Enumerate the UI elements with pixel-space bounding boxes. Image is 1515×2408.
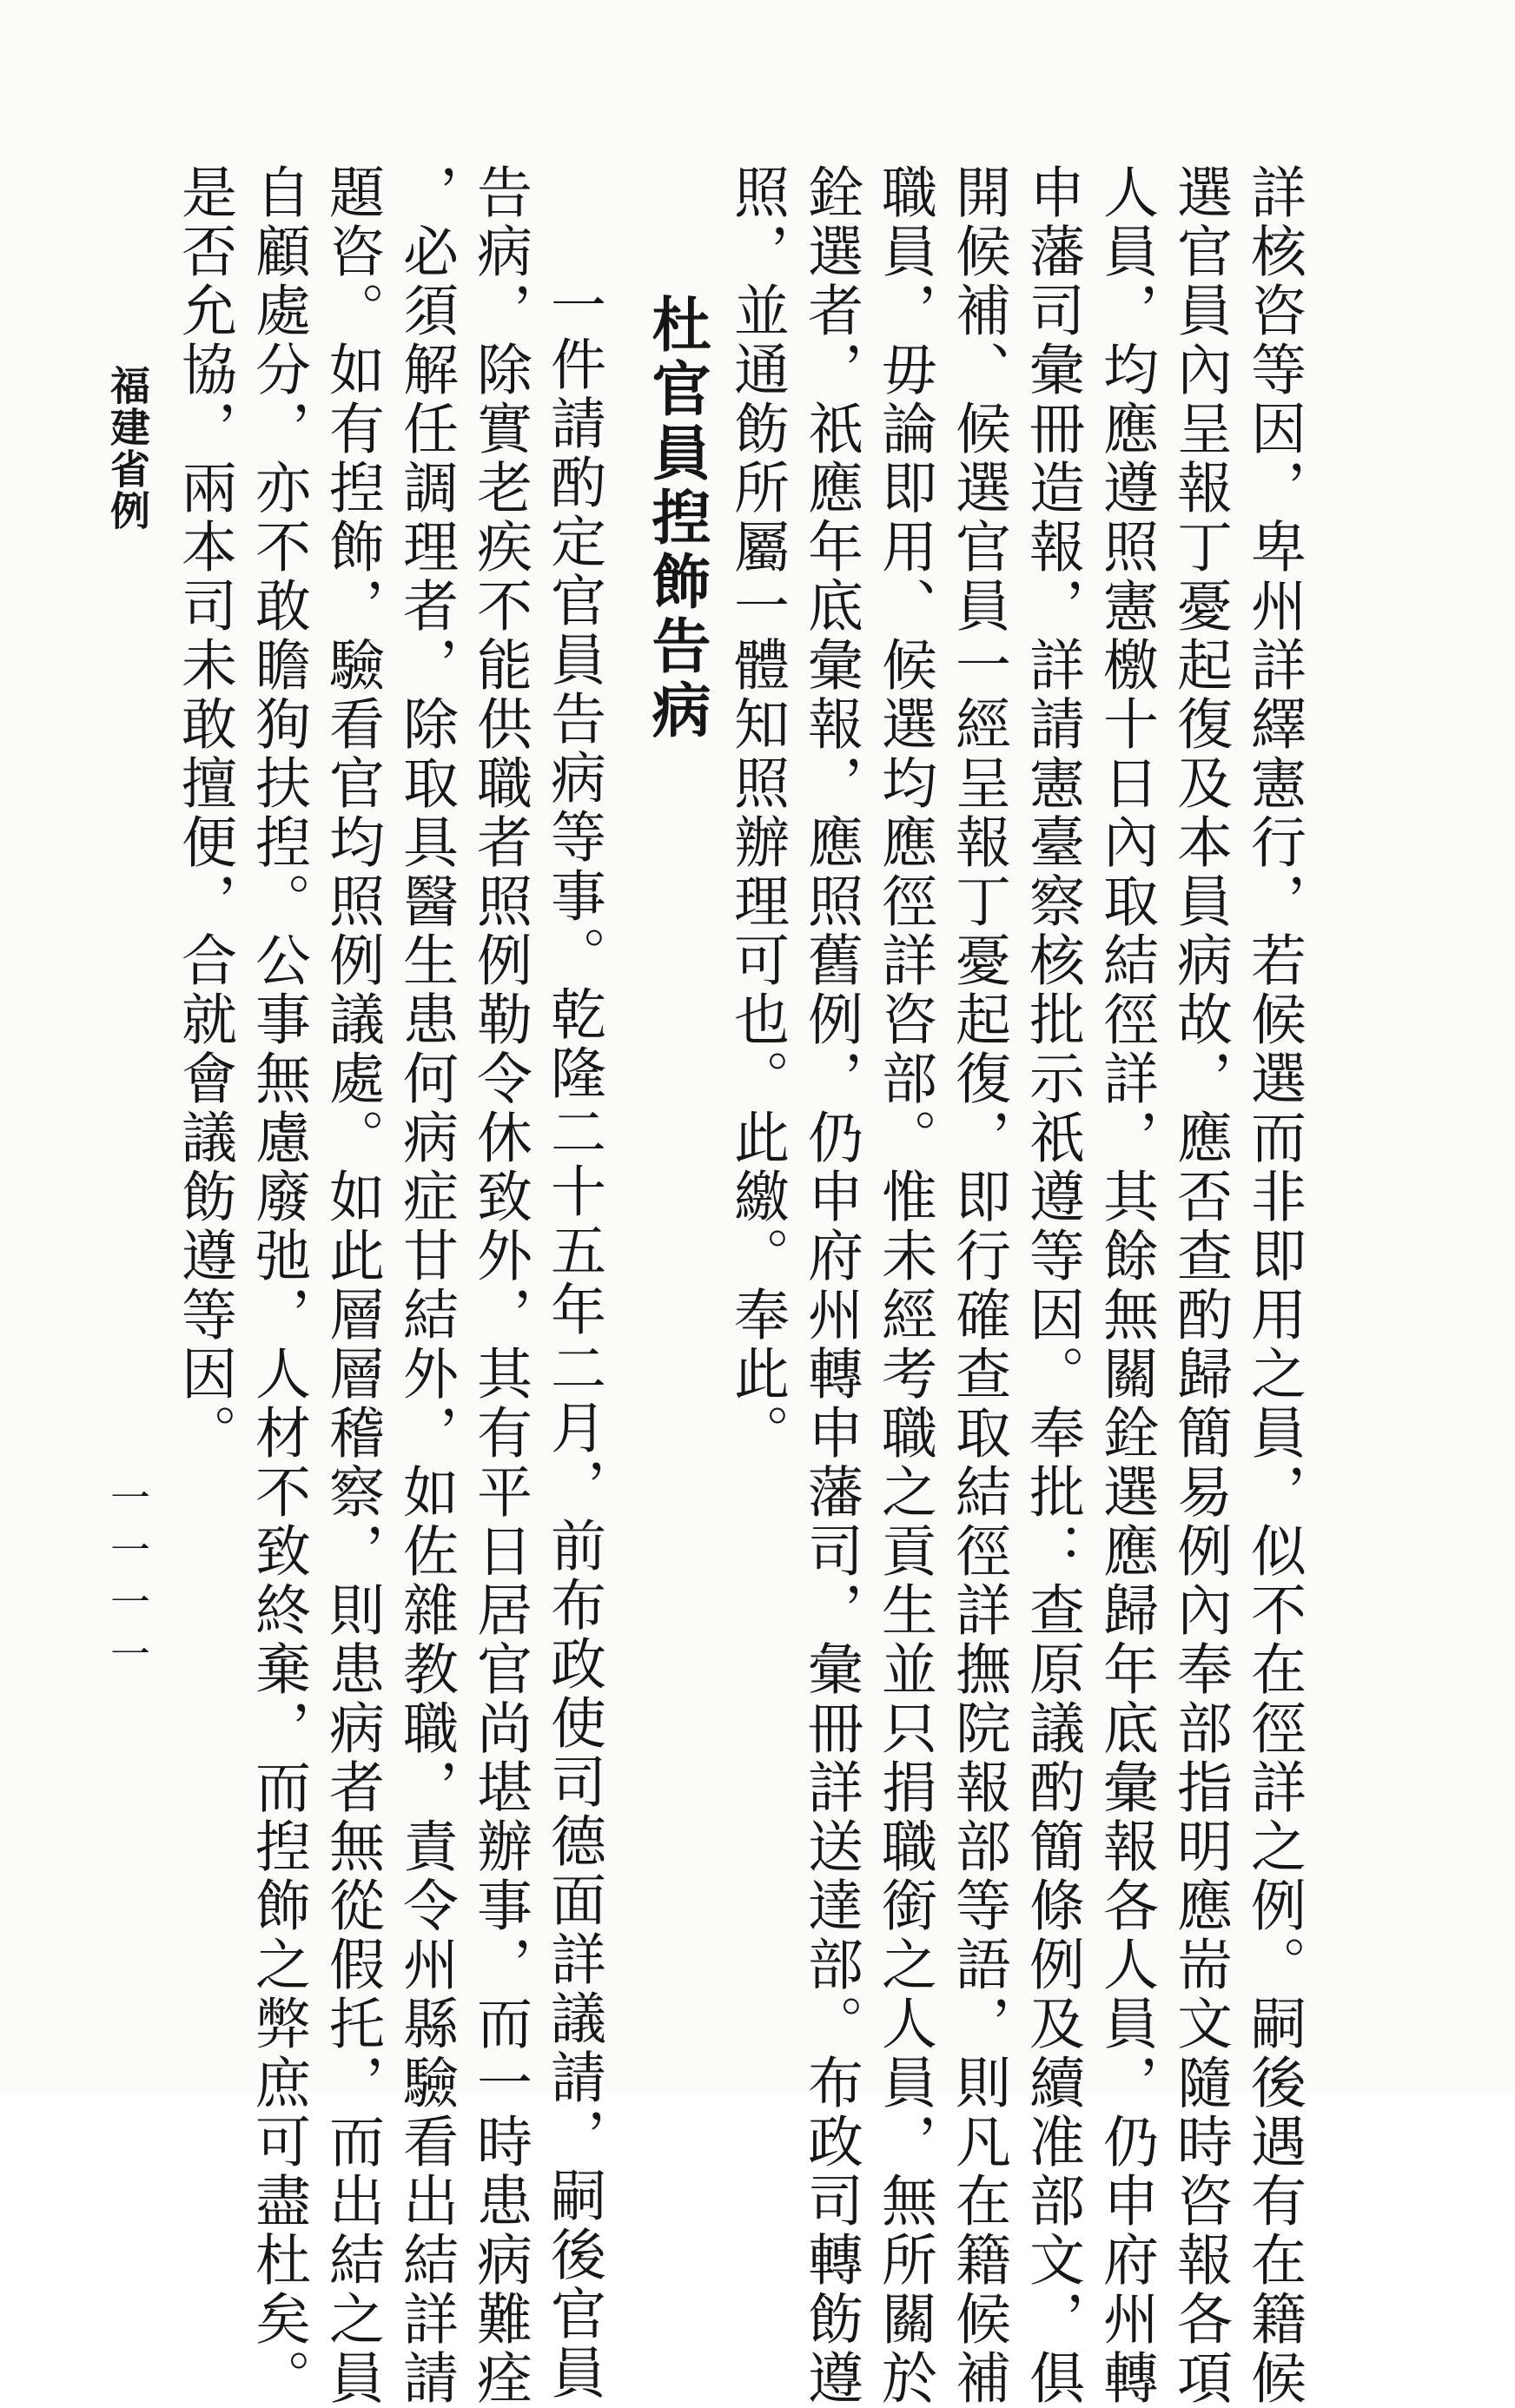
text-column: ，必須解任調理者，除取具醫生患何病症甘結外，如佐雜教職，責令州縣驗看出結詳請 — [394, 163, 458, 2408]
text-column: 人員，均應遵照憲檄十日內取結徑詳，其餘無關銓選應歸年底彙報各人員，仍申府州轉 — [1094, 163, 1158, 2408]
text-column: 題咨。如有揑飾，驗看官均照例議處。如此層層稽察，則患病者無從假托，而出結之員 — [320, 163, 384, 2408]
text-column: 選官員內呈報丁憂起復及本員病故，應否查酌歸簡易例內奉部指明應耑文隨時咨報各項 — [1168, 163, 1232, 2408]
text-column: 是否允協，兩本司未敢擅便，合就會議飭遵等因。 — [172, 163, 236, 1463]
text-column: 一件請酌定官員告病等事。乾隆二十五年二月，前布政使司德面詳議請，嗣後官員 — [541, 276, 605, 2403]
page-number: 一一一一 — [104, 1477, 151, 1685]
text-column: 銓選者，祇應年底彙報，應照舊例，仍申府州轉申藩司，彙冊詳送達部。布政司轉飭遵 — [798, 163, 863, 2408]
text-column: 職員，毋論即用、候選均應徑詳咨部。惟未經考職之貢生並只捐職銜之人員，無所關於 — [872, 163, 936, 2408]
text-column: 告病，除實老疾不能供職者照例勒令休致外，其有平日居官尚堪辦事，而一時患病難痊 — [467, 163, 532, 2408]
book-title: 福建省例 — [104, 365, 151, 532]
text-column: 自顧處分，亦不敢瞻狥扶揑。公事無慮廢弛，人材不致終棄，而揑飾之弊庶可盡杜矣。 — [246, 163, 310, 2408]
section-heading: 杜官員揑飾告病 — [642, 294, 711, 744]
text-column: 申藩司彙冊造報，詳請憲臺察核批示祇遵等因。奉批：查原議酌簡條例及續准部文，俱 — [1020, 163, 1084, 2408]
text-column: 照，並通飭所屬一體知照辦理可也。此繳。奉此。 — [724, 163, 789, 1463]
text-column: 開候補、候選官員一經呈報丁憂起復，即行確查取結徑詳撫院報部等語，則凡在籍候補 — [946, 163, 1010, 2408]
text-column: 詳核咨等因，卑州詳繹憲行，若候選而非即用之員，似不在徑詳之例。嗣後遇有在籍候 — [1241, 163, 1306, 2408]
